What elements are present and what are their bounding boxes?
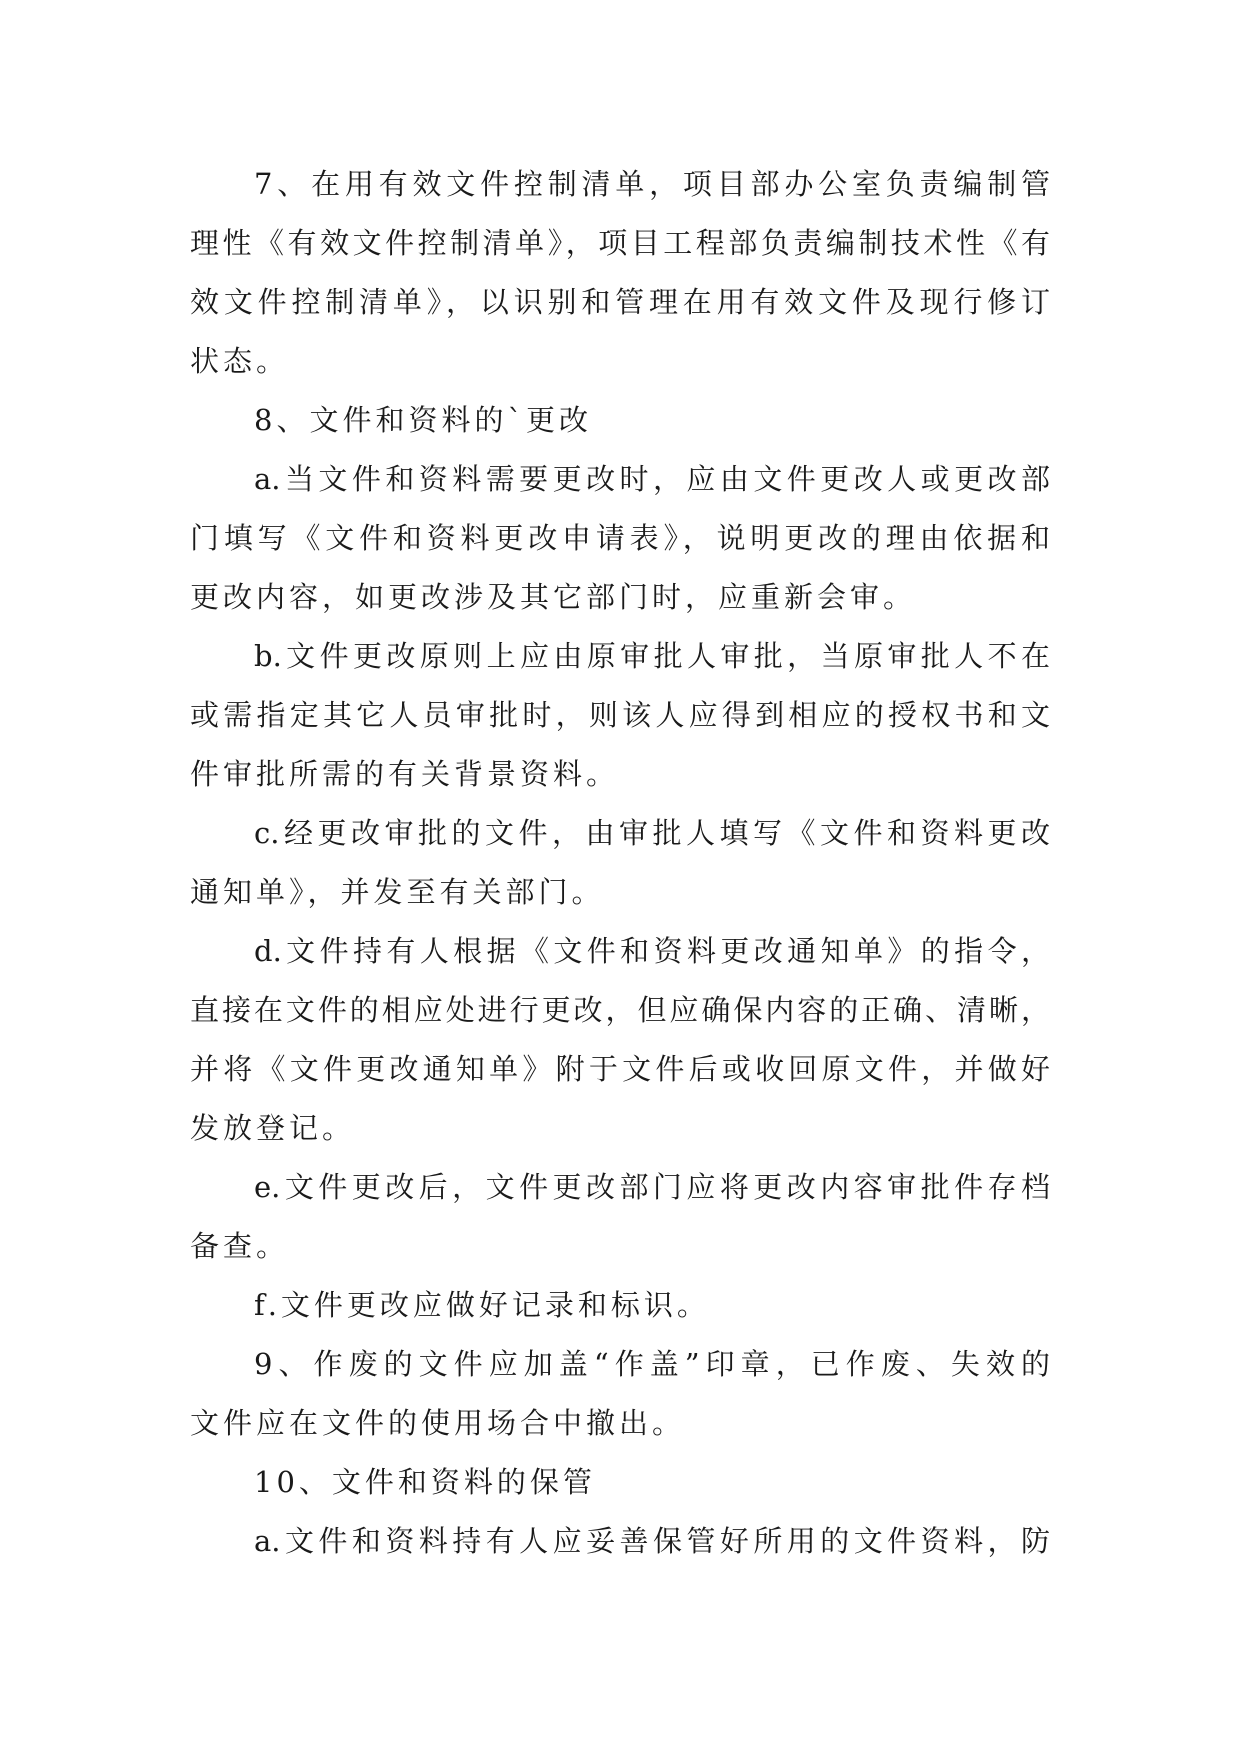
text-line: d.文件持有人根据《文件和资料更改通知单》的指令， [254,934,1050,968]
text-line: a.文件和资料持有人应妥善保管好所用的文件资料，防 [254,1524,1050,1558]
text-line: 或需指定其它人员审批时，则该人应得到相应的授权书和文 [190,698,1050,732]
text-line: 通知单》，并发至有关部门。 [190,875,605,909]
text-line: 文件应在文件的使用场合中撤出。 [190,1406,686,1440]
text-line: 门填写《文件和资料更改申请表》，说明更改的理由依据和 [190,521,1050,555]
text-line: 8、文件和资料的`更改 [254,403,592,437]
text-line: 10、文件和资料的保管 [254,1465,596,1499]
text-line: 9、作废的文件应加盖“作盖”印章，已作废、失效的 [254,1347,1050,1381]
text-line: b.文件更改原则上应由原审批人审批，当原审批人不在 [254,639,1050,673]
text-line: 更改内容，如更改涉及其它部门时，应重新会审。 [190,580,917,614]
text-line: e.文件更改后，文件更改部门应将更改内容审批件存档 [254,1170,1050,1204]
text-line: 理性《有效文件控制清单》，项目工程部负责编制技术性《有 [190,226,1050,260]
text-line: 备查。 [190,1229,290,1263]
text-line: 直接在文件的相应处进行更改，但应确保内容的正确、清晰， [190,993,1050,1027]
text-line: f.文件更改应做好记录和标识。 [254,1288,710,1322]
text-line: 效文件控制清单》，以识别和管理在用有效文件及现行修订 [190,285,1050,319]
text-line: 发放登记。 [190,1111,356,1145]
text-line: 件审批所需的有关背景资料。 [190,757,620,791]
text-line: c.经更改审批的文件，由审批人填写《文件和资料更改 [254,816,1050,850]
text-line: a.当文件和资料需要更改时，应由文件更改人或更改部 [254,462,1050,496]
text-line: 状态。 [190,344,290,378]
text-line: 7、在用有效文件控制清单，项目部办公室负责编制管 [254,167,1050,201]
text-line: 并将《文件更改通知单》附于文件后或收回原文件，并做好 [190,1052,1050,1086]
